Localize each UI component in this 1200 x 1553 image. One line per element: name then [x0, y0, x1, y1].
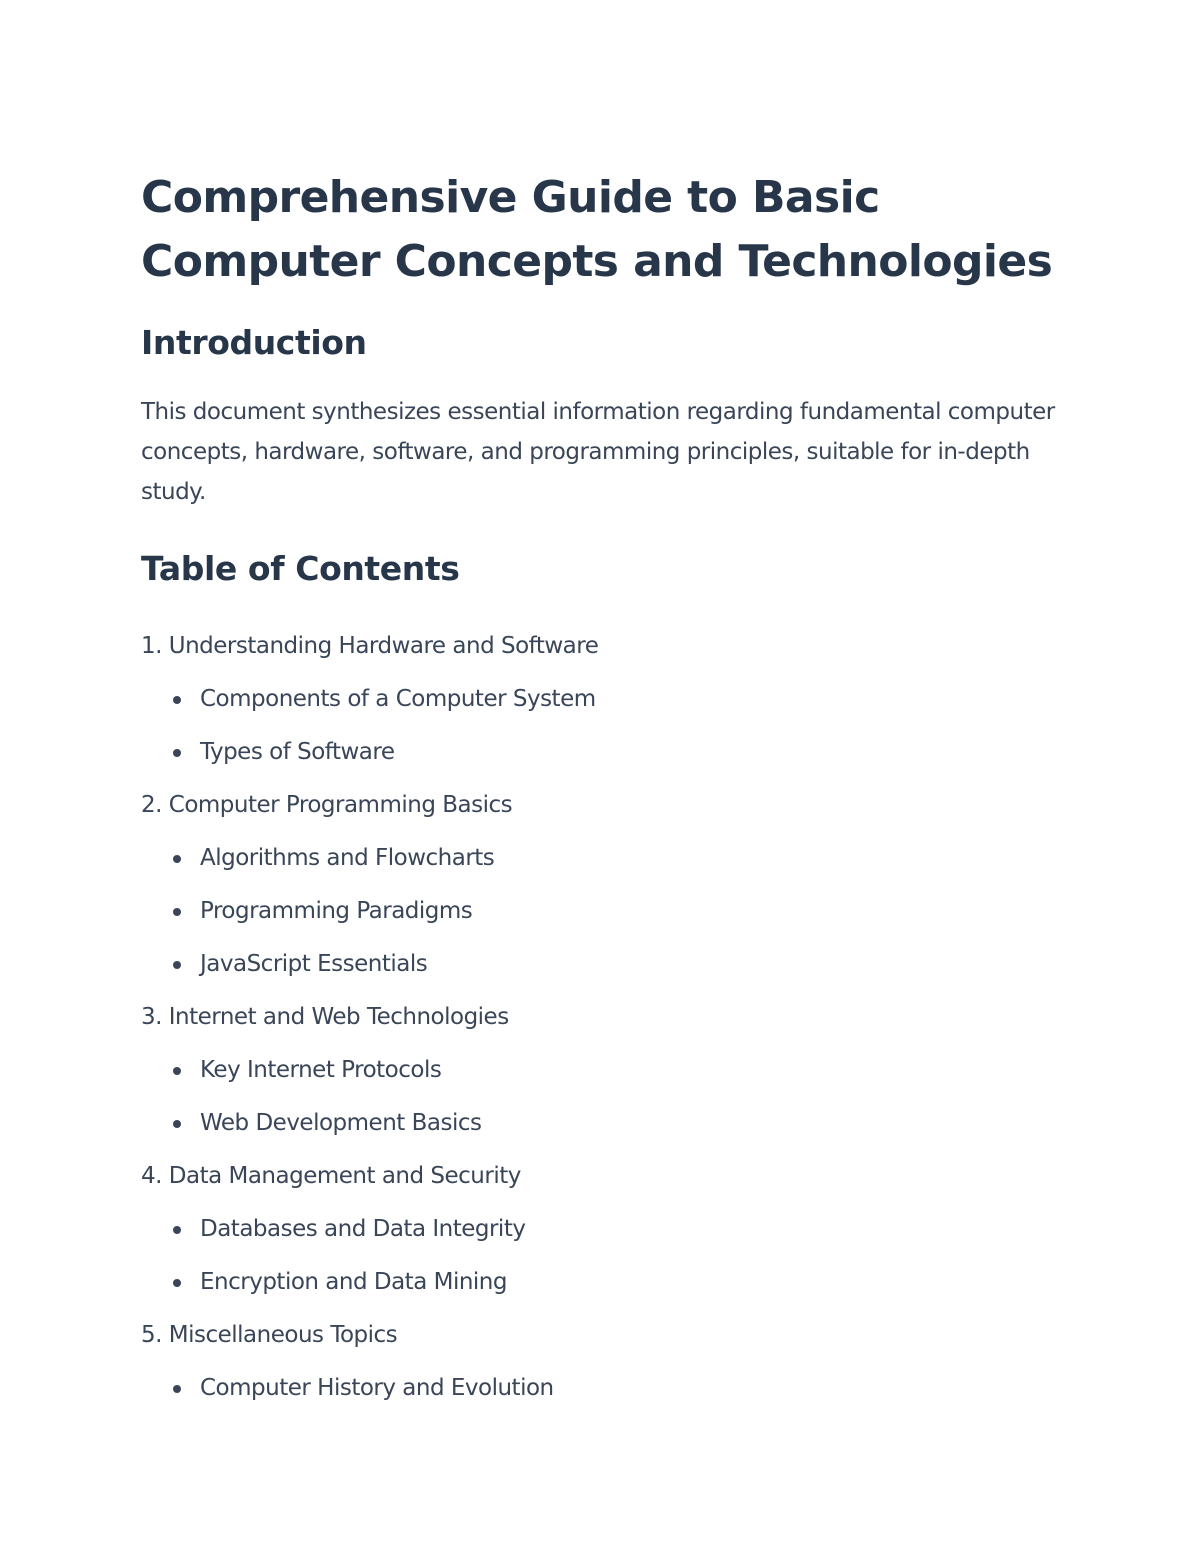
toc-item-label: Computer Programming Basics — [168, 792, 513, 818]
bullet-icon — [173, 1067, 181, 1075]
toc-subitem-label: Encryption and Data Mining — [200, 1269, 507, 1295]
bullet-icon — [173, 961, 181, 969]
toc-sublist — [141, 1044, 1061, 1150]
toc-subitem — [141, 885, 1061, 938]
toc-item-number: 3. — [141, 1004, 162, 1030]
toc-item — [141, 779, 1061, 991]
toc-subitem-label: Programming Paradigms — [200, 898, 473, 924]
bullet-icon — [173, 749, 181, 757]
bullet-icon — [173, 1279, 181, 1287]
toc-subitem-label: Databases and Data Integrity — [200, 1216, 526, 1242]
toc-item — [141, 620, 1061, 779]
toc-item — [141, 991, 1061, 1150]
toc-item-number: 2. — [141, 792, 162, 818]
bullet-icon — [173, 908, 181, 916]
toc-subitem-label: Types of Software — [200, 739, 395, 765]
toc-item-number: 4. — [141, 1163, 162, 1189]
toc-subitem-label: Computer History and Evolution — [200, 1375, 554, 1401]
toc-subitem — [141, 1097, 1061, 1150]
bullet-icon — [173, 1385, 181, 1393]
toc-sublist — [141, 673, 1061, 779]
toc-subitem-label: Web Development Basics — [200, 1110, 482, 1136]
document-page — [141, 166, 1061, 1415]
toc-subitem-label: Algorithms and Flowcharts — [200, 845, 495, 871]
toc-item-number: 1. — [141, 633, 162, 659]
toc-item-number: 5. — [141, 1322, 162, 1348]
toc-heading: Table of Contents — [141, 549, 460, 588]
toc-subitem — [141, 1362, 1061, 1415]
toc-subitem — [141, 673, 1061, 726]
bullet-icon — [173, 855, 181, 863]
toc-sublist — [141, 1362, 1061, 1415]
toc-subitem — [141, 1256, 1061, 1309]
table-of-contents — [141, 620, 1061, 1415]
toc-item-label: Understanding Hardware and Software — [168, 633, 599, 659]
toc-item-label: Internet and Web Technologies — [168, 1004, 509, 1030]
toc-subitem — [141, 832, 1061, 885]
bullet-icon — [173, 1226, 181, 1234]
toc-subitem — [141, 1044, 1061, 1097]
toc-subitem — [141, 938, 1061, 991]
introduction-text: This document synthesizes essential information regarding fundamental computer concepts, hardware, software, and programming principles, suitable for in-depth study. — [141, 399, 1055, 505]
toc-item — [141, 1309, 1061, 1415]
toc-subitem-label: Components of a Computer System — [200, 686, 596, 712]
toc-item-label: Data Management and Security — [168, 1163, 521, 1189]
toc-subitem-label: Key Internet Protocols — [200, 1057, 442, 1083]
toc-sublist — [141, 1203, 1061, 1309]
toc-item — [141, 1150, 1061, 1309]
toc-item-label: Miscellaneous Topics — [168, 1322, 398, 1348]
bullet-icon — [173, 696, 181, 704]
toc-subitem — [141, 726, 1061, 779]
bullet-icon — [173, 1120, 181, 1128]
toc-subitem-label: JavaScript Essentials — [200, 951, 428, 977]
document-title: Comprehensive Guide to Basic Computer Concepts and Technologies — [141, 172, 1053, 287]
introduction-heading: Introduction — [141, 323, 367, 362]
toc-subitem — [141, 1203, 1061, 1256]
toc-sublist — [141, 832, 1061, 991]
